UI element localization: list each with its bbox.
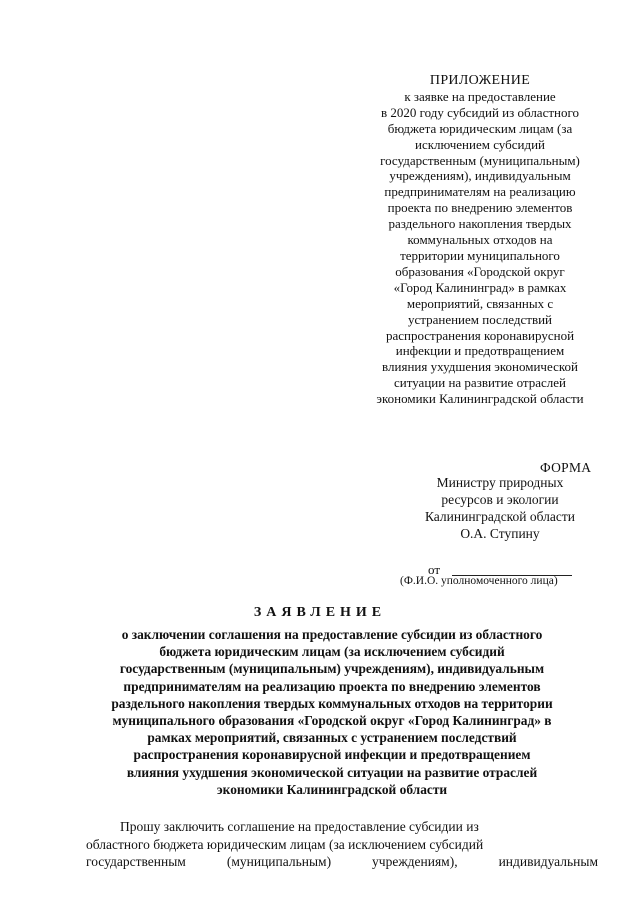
body-line: государственным (муниципальным) учреждениям), индивидуальным [86,854,598,869]
appendix-line: экономики Калининградской области [376,391,584,407]
form-label: ФОРМА [540,460,592,475]
addressee-line: Калининградской области [424,509,576,524]
from-label: от [428,562,441,577]
appendix-line: к заявке на предоставление [404,88,556,104]
appendix-line: бюджета юридическим лицам (за [387,120,573,136]
addressee-line: ресурсов и экологии [441,492,559,507]
appendix-line: учреждениям), индивидуальным [389,168,571,184]
appendix-line: распространения коронавирусной [385,327,575,343]
appendix-line: государственным (муниципальным) [380,152,580,168]
appendix-line: устранением последствий [407,311,553,327]
addressee-name: О.А. Ступину [460,526,540,541]
subject-line: муниципального образования «Городской округ «Город Калининград» в [112,713,552,729]
body-line: областного бюджета юридическим лицам (за исключением субсидий [86,836,484,852]
appendix-line: в 2020 году субсидий из областного [381,104,579,120]
subject-line: рамках мероприятий, связанных с устранением последствий [147,730,517,746]
subject-line: раздельного накопления твердых коммунальных отходов на территории [111,695,553,711]
appendix-line: влияния ухудшения экономической [382,359,578,375]
declaration-subject [82,626,582,798]
from-hint: (Ф.И.О. уполномоченного лица) [400,575,558,587]
declaration-title: ЗАЯВЛЕНИЕ [253,605,387,620]
appendix-line: раздельного накопления твердых [388,216,572,232]
addressee-block [400,474,600,542]
subject-line: о заключении соглашения на предоставление субсидии из областного [121,627,543,642]
appendix-line: ситуации на развитие отраслей [393,375,566,391]
subject-line: государственным (муниципальным) учреждениям), индивидуальным [119,661,545,677]
appendix-line: территории муниципального [400,247,560,263]
addressee-line: Министру природных [436,475,564,490]
appendix-line: коммунальных отходов на [407,232,553,248]
subject-line: экономики Калининградской области [216,781,448,797]
subject-line: распространения коронавирусной инфекции и предотвращением [133,747,531,763]
appendix-line: мероприятий, связанных с [406,295,554,311]
appendix-header [356,73,604,407]
appendix-line: исключением субсидий [414,136,545,152]
appendix-line: проекта по внедрению элементов [387,200,573,216]
subject-line: влияния ухудшения экономической ситуации на развитие отраслей [126,764,538,780]
appendix-line: инфекции и предотвращением [395,343,565,359]
body-paragraph [86,818,598,871]
appendix-title: ПРИЛОЖЕНИЕ [429,73,531,88]
appendix-line: образования «Городской округ [395,263,565,279]
appendix-line: «Город Калининград» в рамках [393,279,567,295]
subject-line: бюджета юридическим лицам (за исключением субсидий [159,644,505,660]
subject-line: предпринимателям на реализацию проекта по внедрению элементов [123,678,541,694]
appendix-line: предпринимателям на реализацию [384,184,576,200]
body-line: Прошу заключить соглашение на предоставление субсидии из [120,819,479,834]
